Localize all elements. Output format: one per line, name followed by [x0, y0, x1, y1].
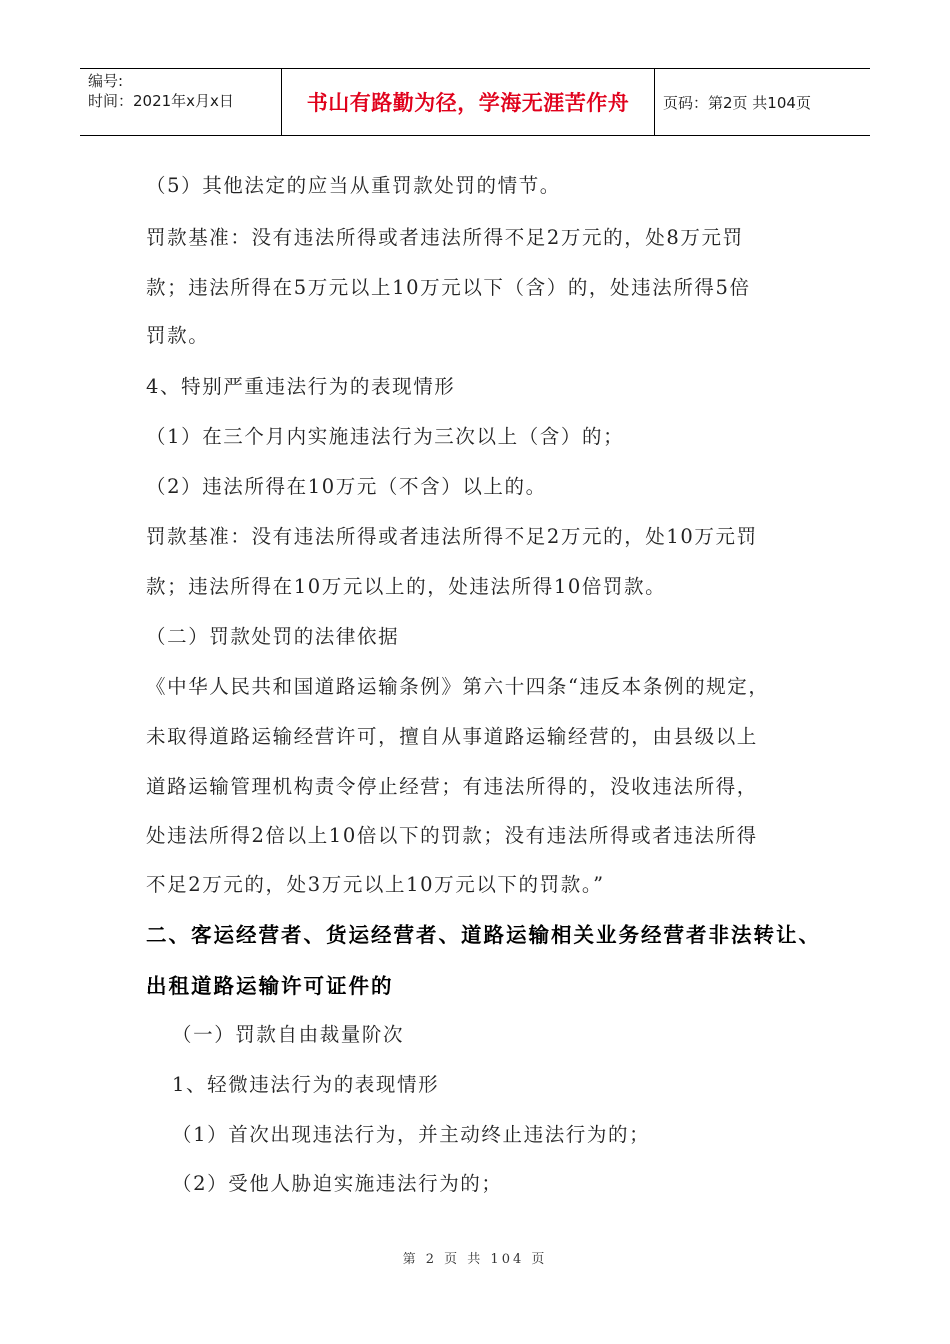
paragraph-line: （一）罚款自由裁量阶次: [172, 1023, 405, 1046]
paragraph-line: 款；违法所得在10万元以上的，处违法所得10倍罚款。: [146, 575, 667, 598]
paragraph-line: （1）在三个月内实施违法行为三次以上（含）的；: [146, 425, 625, 448]
paragraph-line: 罚款基准：没有违法所得或者违法所得不足2万元的，处8万元罚: [146, 226, 744, 249]
paragraph-line: （5）其他法定的应当从重罚款处罚的情节。: [146, 174, 561, 197]
header-motto: 书山有路勤为径，学海无涯苦作舟: [306, 91, 630, 115]
section-heading-line: 二、客运经营者、货运经营者、道路运输相关业务经营者非法转让、: [146, 923, 821, 947]
header-page-cell: [655, 69, 870, 135]
page-footer: 第 2 页 共 104 页: [402, 1252, 548, 1267]
paragraph-line: 《中华人民共和国道路运输条例》第六十四条“违反本条例的规定，: [146, 675, 770, 698]
paragraph-line: 款；违法所得在5万元以上10万元以下（含）的，处违法所得5倍: [146, 276, 751, 299]
document-number-label: 编号:: [88, 72, 124, 90]
document-date: 时间：2021年x月x日: [88, 92, 234, 110]
paragraph-line: （二）罚款处罚的法律依据: [146, 625, 400, 648]
paragraph-line: 未取得道路运输经营许可，擅自从事道路运输经营的，由县级以上: [146, 725, 758, 748]
section-heading-line: 出租道路运输许可证件的: [146, 974, 394, 998]
header-motto-cell: [282, 69, 655, 135]
paragraph-line: 不足2万元的，处3万元以上10万元以下的罚款。”: [146, 873, 605, 896]
paragraph-line: （2）受他人胁迫实施违法行为的；: [172, 1172, 503, 1195]
paragraph-line: （1）首次出现违法行为，并主动终止违法行为的；: [172, 1123, 651, 1146]
paragraph-line: （2）违法所得在10万元（不含）以上的。: [146, 475, 547, 498]
paragraph-line: 4、特别严重违法行为的表现情形: [146, 375, 456, 398]
header-meta-cell: [80, 69, 282, 135]
paragraph-line: 1、轻微违法行为的表现情形: [172, 1073, 440, 1096]
header-page-info: 页码：第2页 共104页: [663, 93, 811, 112]
paragraph-line: 道路运输管理机构责令停止经营；有违法所得的，没收违法所得，: [146, 775, 758, 798]
paragraph-line: 罚款。: [146, 324, 210, 347]
page-header: [80, 68, 870, 136]
paragraph-line: 处违法所得2倍以上10倍以下的罚款；没有违法所得或者违法所得: [146, 824, 758, 847]
paragraph-line: 罚款基准：没有违法所得或者违法所得不足2万元的，处10万元罚: [146, 525, 758, 548]
